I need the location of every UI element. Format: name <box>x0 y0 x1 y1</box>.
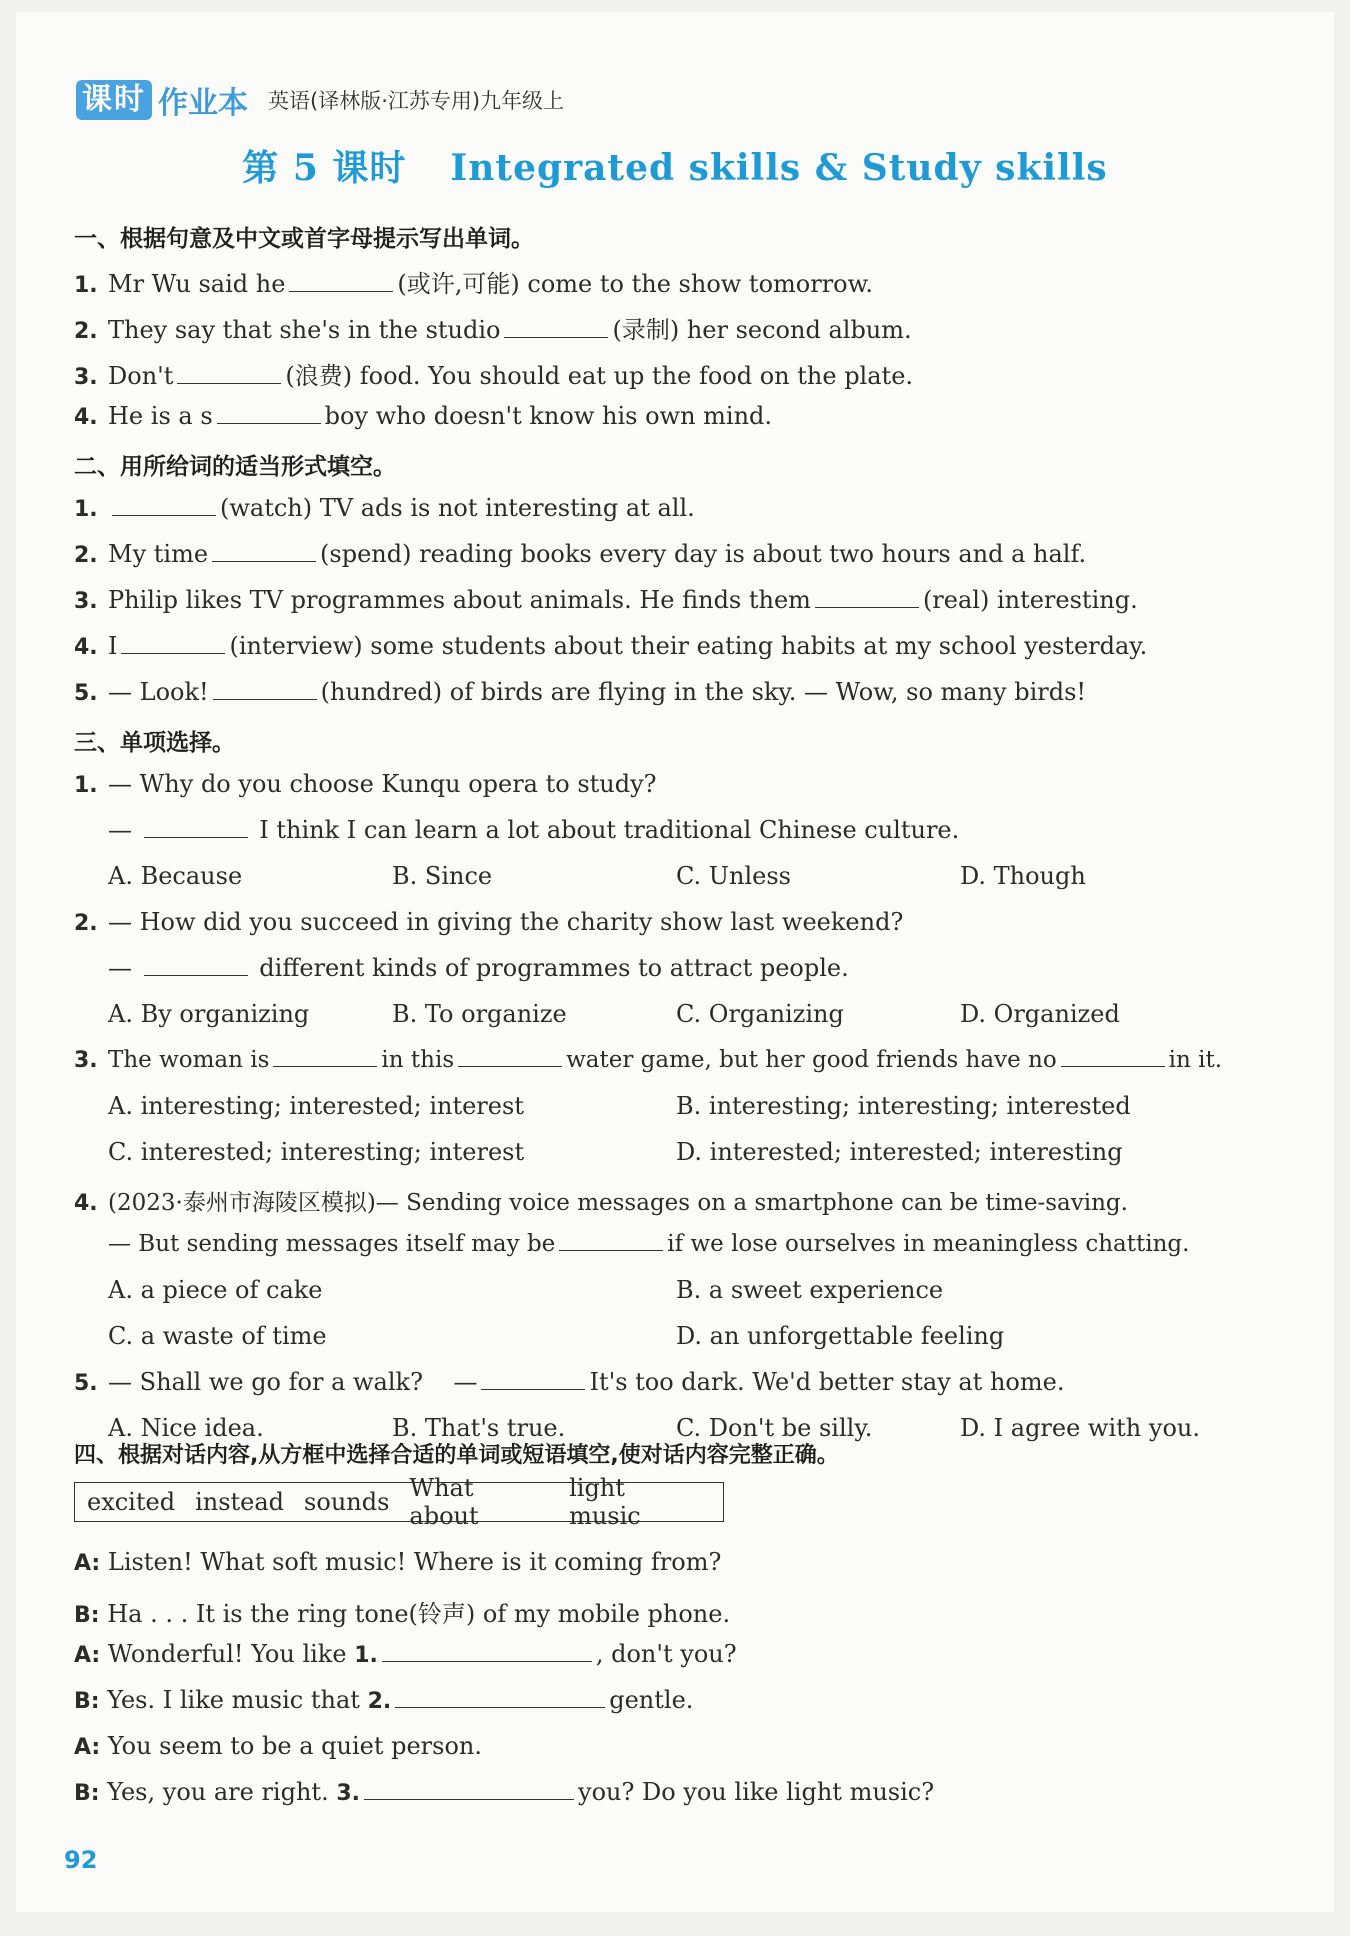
option-a[interactable]: A. Nice idea. <box>108 1414 264 1442</box>
answer-blank[interactable] <box>559 1230 663 1251</box>
sec3-q1-answer: — I think I can learn a lot about traditional Chinese culture. <box>108 816 960 844</box>
sec2-item-3: 3. Philip likes TV programmes about animals. He finds them (real) interesting. <box>74 586 1138 614</box>
word-bank-box <box>74 1474 724 1530</box>
answer-blank[interactable] <box>504 317 608 338</box>
option-b[interactable]: B. a sweet experience <box>676 1276 944 1304</box>
answer-blank[interactable] <box>1061 1046 1165 1067</box>
answer-blank[interactable] <box>212 541 316 562</box>
sec2-item-2: 2. My time (spend) reading books every day is about two hours and a half. <box>74 540 1087 568</box>
workbook-page <box>16 12 1334 1912</box>
series-name: 作业本 <box>158 86 248 121</box>
section-3-heading: 三、单项选择。 <box>74 730 235 756</box>
lesson-title <box>16 140 1334 191</box>
word-bank-item: instead <box>195 1488 285 1516</box>
sec3-q2-question: 2. — How did you succeed in giving the charity show last weekend? <box>74 908 904 936</box>
sec1-item-3: 3. Don't (浪费) food. You should eat up the food on the plate. <box>74 362 914 390</box>
option-c[interactable]: C. a waste of time <box>108 1322 327 1350</box>
sec1-item-1: 1. Mr Wu said he (或许,可能) come to the show tomorrow. <box>74 270 873 298</box>
answer-blank[interactable] <box>382 1641 592 1662</box>
sec3-q4-answer: — But sending messages itself may be if we lose ourselves in meaningless chatting. <box>108 1231 1190 1257</box>
answer-blank[interactable] <box>289 271 393 292</box>
dialogue-line: A: You seem to be a quiet person. <box>74 1732 482 1760</box>
answer-blank[interactable] <box>213 679 317 700</box>
answer-blank[interactable] <box>112 495 216 516</box>
option-b[interactable]: B. To organize <box>392 1000 567 1028</box>
option-c[interactable]: C. interested; interesting; interest <box>108 1138 525 1166</box>
sec3-q1-question: 1. — Why do you choose Kunqu opera to study? <box>74 770 657 798</box>
sec3-q5-question: 5. — Shall we go for a walk? — It's too dark. We'd better stay at home. <box>74 1368 1065 1396</box>
page-number: 92 <box>64 1846 98 1874</box>
word-bank-item: light music <box>569 1474 641 1530</box>
answer-blank[interactable] <box>144 817 248 838</box>
dialogue-line: B: Yes. I like music that 2. gentle. <box>74 1686 694 1714</box>
sec2-item-4: 4. I (interview) some students about their eating habits at my school yesterday. <box>74 632 1148 660</box>
option-d[interactable]: D. Though <box>960 862 1086 890</box>
answer-blank[interactable] <box>364 1779 574 1800</box>
answer-blank[interactable] <box>121 633 225 654</box>
answer-blank[interactable] <box>815 587 919 608</box>
page-header <box>76 78 564 122</box>
answer-blank[interactable] <box>177 363 281 384</box>
word-bank-item: sounds <box>304 1488 390 1516</box>
option-d[interactable]: D. Organized <box>960 1000 1120 1028</box>
sec1-item-4: 4. He is a s boy who doesn't know his own mind. <box>74 402 773 430</box>
lesson-number: 第 5 课时 <box>242 147 407 189</box>
sec3-q2-answer: — different kinds of programmes to attract people. <box>108 954 849 982</box>
answer-blank[interactable] <box>217 403 321 424</box>
option-c[interactable]: C. Organizing <box>676 1000 844 1028</box>
option-b[interactable]: B. That's true. <box>392 1414 566 1442</box>
answer-blank[interactable] <box>273 1046 377 1067</box>
dialogue-line: B: Ha . . . It is the ring tone(铃声) of my mobile phone. <box>74 1600 731 1628</box>
option-d[interactable]: D. an unforgettable feeling <box>676 1322 1005 1350</box>
option-a[interactable]: A. Because <box>108 862 243 890</box>
section-2-heading: 二、用所给词的适当形式填空。 <box>74 454 396 480</box>
option-a[interactable]: A. interesting; interested; interest <box>108 1092 524 1120</box>
book-subject: 英语(译林版·江苏专用)九年级上 <box>268 89 565 113</box>
sec2-item-5: 5. — Look! (hundred) of birds are flying in the sky. — Wow, so many birds! <box>74 678 1087 706</box>
option-b[interactable]: B. interesting; interesting; interested <box>676 1092 1131 1120</box>
option-c[interactable]: C. Don't be silly. <box>676 1414 873 1442</box>
lesson-topic: Integrated skills & Study skills <box>450 147 1108 189</box>
series-logo: 课时 <box>76 80 152 120</box>
sec2-item-1: 1. (watch) TV ads is not interesting at all. <box>74 494 695 522</box>
dialogue-line: B: Yes, you are right. 3. you? Do you like light music? <box>74 1778 935 1806</box>
answer-blank[interactable] <box>481 1369 585 1390</box>
word-bank-item: What about <box>409 1474 479 1530</box>
section-4-heading: 四、根据对话内容,从方框中选择合适的单词或短语填空,使对话内容完整正确。 <box>74 1443 839 1468</box>
section-1-heading: 一、根据句意及中文或首字母提示写出单词。 <box>74 226 534 252</box>
option-d[interactable]: D. I agree with you. <box>960 1414 1200 1442</box>
answer-blank[interactable] <box>144 955 248 976</box>
option-d[interactable]: D. interested; interested; interesting <box>676 1138 1123 1166</box>
sec3-q4-question: 4. (2023·泰州市海陵区模拟)— Sending voice messages on a smartphone can be time-saving. <box>74 1190 1128 1216</box>
option-a[interactable]: A. By organizing <box>108 1000 310 1028</box>
answer-blank[interactable] <box>458 1046 562 1067</box>
option-c[interactable]: C. Unless <box>676 862 791 890</box>
sec1-item-2: 2. They say that she's in the studio (录制) her second album. <box>74 316 912 344</box>
option-b[interactable]: B. Since <box>392 862 493 890</box>
dialogue-line: A: Wonderful! You like 1. , don't you? <box>74 1640 737 1668</box>
dialogue-line: A: Listen! What soft music! Where is it coming from? <box>74 1548 722 1576</box>
sec3-q3-question: 3. The woman is in this water game, but her good friends have no in it. <box>74 1047 1223 1073</box>
word-bank-item: excited <box>87 1488 176 1516</box>
option-a[interactable]: A. a piece of cake <box>108 1276 323 1304</box>
answer-blank[interactable] <box>395 1687 605 1708</box>
